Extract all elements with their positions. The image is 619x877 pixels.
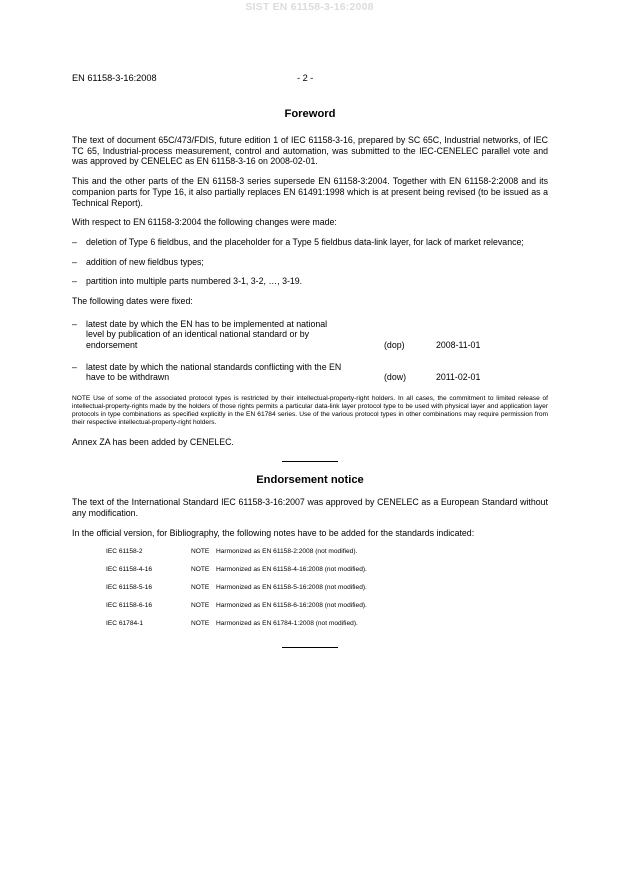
standard-id: IEC 61784-1 bbox=[106, 620, 144, 628]
date-item: – latest date by which the EN has to be implemented at national level by publication of an identical national standard or by endorsement (dop) 2008-11-01 bbox=[72, 318, 481, 350]
foreword-title: Foreword bbox=[284, 108, 336, 120]
standard-id: IEC 61158-5-16 bbox=[106, 583, 153, 591]
note-text: Harmonized as EN 61158-5-16:2008 (not modified). bbox=[216, 583, 367, 591]
date-description: latest date by which the EN has to be implemented at national level by publication of an identical national standard or by endorsement bbox=[86, 318, 328, 350]
annex-paragraph: Annex ZA has been added by CENELEC. bbox=[72, 436, 234, 447]
foreword-paragraph: With respect to EN 61158-3:2004 the following changes were made: bbox=[72, 217, 337, 228]
table-row bbox=[106, 620, 548, 638]
date-abbreviation: (dop) bbox=[384, 339, 405, 350]
divider bbox=[282, 461, 338, 462]
bibliography-notes bbox=[106, 548, 548, 639]
standard-id: IEC 61158-6-16 bbox=[106, 602, 153, 610]
endorsement-paragraph: In the official version, for Bibliography, the following notes have to be added for the standards indicated: bbox=[72, 527, 475, 538]
table-row bbox=[106, 602, 548, 620]
table-row bbox=[106, 566, 548, 584]
divider bbox=[282, 647, 338, 648]
note-text: Harmonized as EN 61158-4-16:2008 (not modified). bbox=[216, 565, 367, 573]
list-item: – partition into multiple parts numbered 3-1, 3-2, …, 3-19. bbox=[72, 276, 303, 287]
page-content bbox=[72, 108, 548, 660]
note-text: Harmonized as EN 61158-6-16:2008 (not modified). bbox=[216, 602, 367, 610]
table-row bbox=[106, 584, 548, 602]
date-description: latest date by which the national standards conflicting with the EN have to be withdrawn bbox=[86, 361, 342, 383]
note-paragraph: NOTE Use of some of the associated protocol types is restricted by their intellectual-property-right holders. In all cases, the commitment to limited release of intellectual-property-rights made by the holders of those rights permits a particular data-link layer protocol type to be used with physical layer and application layer protocols in type combinations as specified explicitly in the EN 61784 series. Use of the various protocol types in other combinations may require permission from their respective intellectual-property-right holders. bbox=[72, 394, 548, 426]
note-label: NOTE bbox=[191, 583, 210, 591]
watermark: SIST EN 61158-3-16:2008 bbox=[245, 1, 374, 13]
date-value: 2011-02-01 bbox=[436, 372, 481, 383]
standard-id: IEC 61158-4-16 bbox=[106, 565, 153, 573]
list-item: – addition of new fieldbus types; bbox=[72, 256, 204, 267]
date-abbreviation: (dow) bbox=[384, 372, 406, 383]
foreword-paragraph: The following dates were fixed: bbox=[72, 296, 193, 307]
note-text: Harmonized as EN 61158-2:2008 (not modified). bbox=[216, 547, 358, 555]
page-number: - 2 - bbox=[297, 73, 314, 83]
foreword-paragraph: The text of document 65C/473/FDIS, future edition 1 of IEC 61158-3-16, prepared by SC 65C, Industrial networks, of IEC TC 65, Industrial-process measurement, control and automation, was submitted to the IEC-CENELEC parallel vote and was approved by CENELEC as EN 61158-3-16 on 2008-02-01. bbox=[72, 135, 548, 167]
dates-list bbox=[72, 319, 548, 383]
running-header bbox=[72, 73, 548, 87]
note-label: NOTE bbox=[191, 602, 210, 610]
changes-list bbox=[72, 237, 548, 287]
note-text: Harmonized as EN 61784-1:2008 (not modified). bbox=[216, 620, 358, 628]
endorsement-title: Endorsement notice bbox=[256, 474, 364, 487]
standard-id: IEC 61158-2 bbox=[106, 547, 143, 555]
note-label: NOTE bbox=[191, 620, 210, 628]
date-value: 2008-11-01 bbox=[436, 339, 481, 350]
note-label: NOTE bbox=[191, 565, 210, 573]
list-item: – deletion of Type 6 fieldbus, and the placeholder for a Type 5 fieldbus data-link layer, for lack of market relevance; bbox=[72, 236, 524, 247]
foreword-paragraph: This and the other parts of the EN 61158-3 series supersede EN 61158-3:2004. Together with EN 61158-2:2008 and its companion parts for Type 16, it also partially replaces EN 61491:1998 which is at present being revised (to be issued as a Technical Report). bbox=[72, 176, 548, 208]
date-item: – latest date by which the national standards conflicting with the EN have to be withdrawn (dow) 2011-02-01 bbox=[72, 361, 481, 383]
endorsement-paragraph: The text of the International Standard IEC 61158-3-16:2007 was approved by CENELEC as a European Standard without any modification. bbox=[72, 497, 548, 519]
note-label: NOTE bbox=[191, 547, 210, 555]
table-row bbox=[106, 548, 548, 566]
document-id: EN 61158-3-16:2008 bbox=[72, 73, 157, 83]
